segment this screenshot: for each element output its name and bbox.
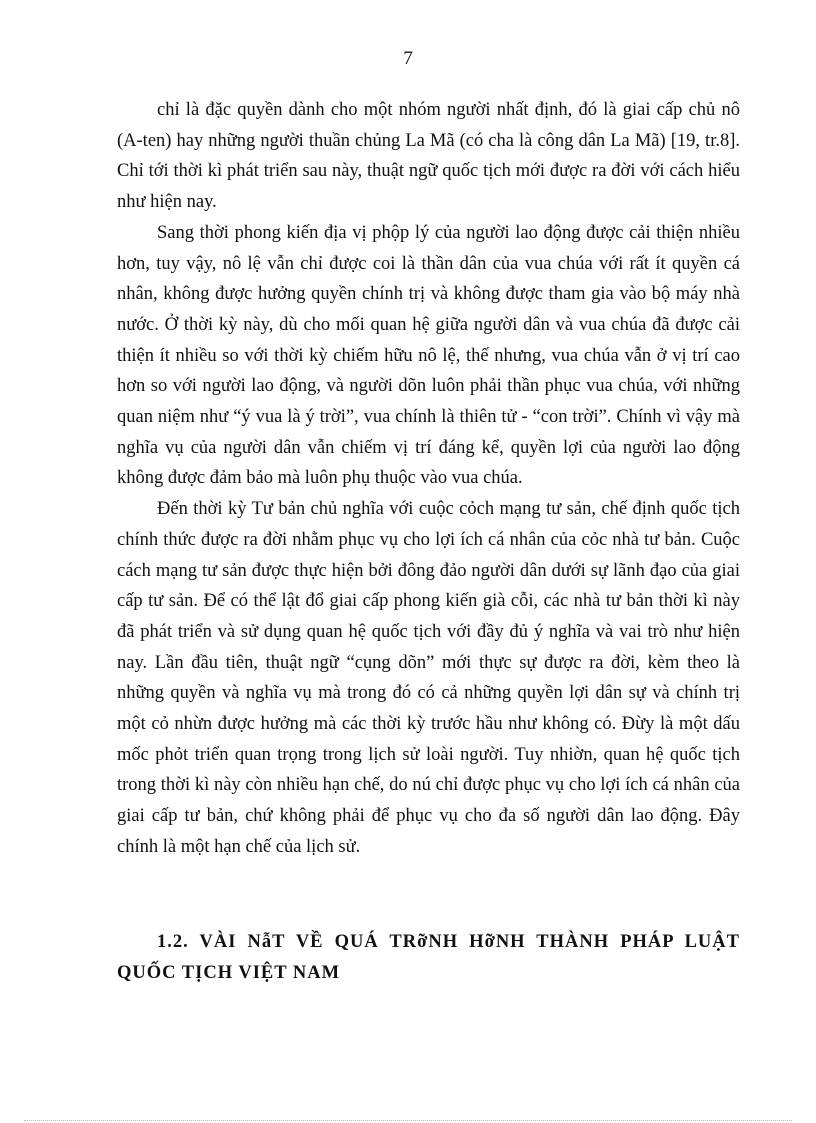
paragraph-1: chỉ là đặc quyền dành cho một nhóm người nhất định, đó là giai cấp chủ nô (A-ten) hay những người thuần chủng La Mã (có cha là công dân La Mã) [19, tr.8]. Chỉ tới thời kì phát triển sau này, thuật ngữ quốc tịch mới được ra đời với cách hiểu như hiện nay.: [117, 100, 740, 213]
paragraph-3: Đến thời kỳ Tư bản chủ nghĩa với cuộc cỏch mạng tư sản, chế định quốc tịch chính thức được ra đời nhằm phục vụ cho lợi ích cá nhân của cỏc nhà tư bản. Cuộc cách mạng tư sản được thực hiện bởi đông đảo người dân dưới sự lãnh đạo của giai cấp tư sản. Để có thể lật đổ giai cấp phong kiến già cỗi, các nhà tư bản thời kì này đã phát triển và sử dụng quan hệ quốc tịch với đầy đủ ý nghĩa và vai trò như hiện nay. Lần đầu tiên, thuật ngữ “cụng dõn” mới thực sự được ra đời, kèm theo là những quyền và nghĩa vụ mà trong đó có cả những quyền lợi dân sự và chính trị một cỏ nhừn được hưởng mà các thời kỳ trước hầu như không có. Đừy là một dấu mốc phỏt triển quan trọng trong lịch sử loài người. Tuy nhiờn, quan hệ quốc tịch trong thời kì này còn nhiều hạn chế, do nú chỉ được phục vụ cho lợi ích cá nhân của giai cấp tư bản, chứ không phải để phục vụ cho đa số người dân lao động. Đây chính là một hạn chế của lịch sử.: [117, 499, 740, 857]
section-heading: 1.2. VÀI NẫT VỀ QUÁ TRỡNH HỡNH THÀNH PHÁP LUẬT QUỐC TỊCH VIỆT NAM: [117, 932, 740, 983]
page-number: 7: [403, 48, 413, 69]
body-text: [117, 95, 740, 863]
paragraph-2: Sang thời phong kiến địa vị phộp lý của người lao động được cải thiện nhiều hơn, tuy vậy, nô lệ vẫn chỉ được coi là thần dân của vua chúa với rất ít quyền cá nhân, không được hưởng quyền chính trị và không được tham gia vào bộ máy nhà nước. Ở thời kỳ này, dù cho mối quan hệ giữa người dân và vua chúa đã được cải thiện ít nhiều so với thời kỳ chiếm hữu nô lệ, thế nhưng, vua chúa vẫn ở vị trí cao hơn so với người lao động, và người dõn luôn phải thần phục vua chúa, với những quan niệm như “ý vua là ý trời”, vua chính là thiên tử - “con trời”. Chính vì vậy mà nghĩa vụ của người dân vẫn chiếm vị trí đáng kể, quyền lợi của người lao động không được đảm bảo mà luôn phụ thuộc vào vua chúa.: [117, 222, 740, 489]
page-bottom-rule: [24, 1120, 792, 1121]
